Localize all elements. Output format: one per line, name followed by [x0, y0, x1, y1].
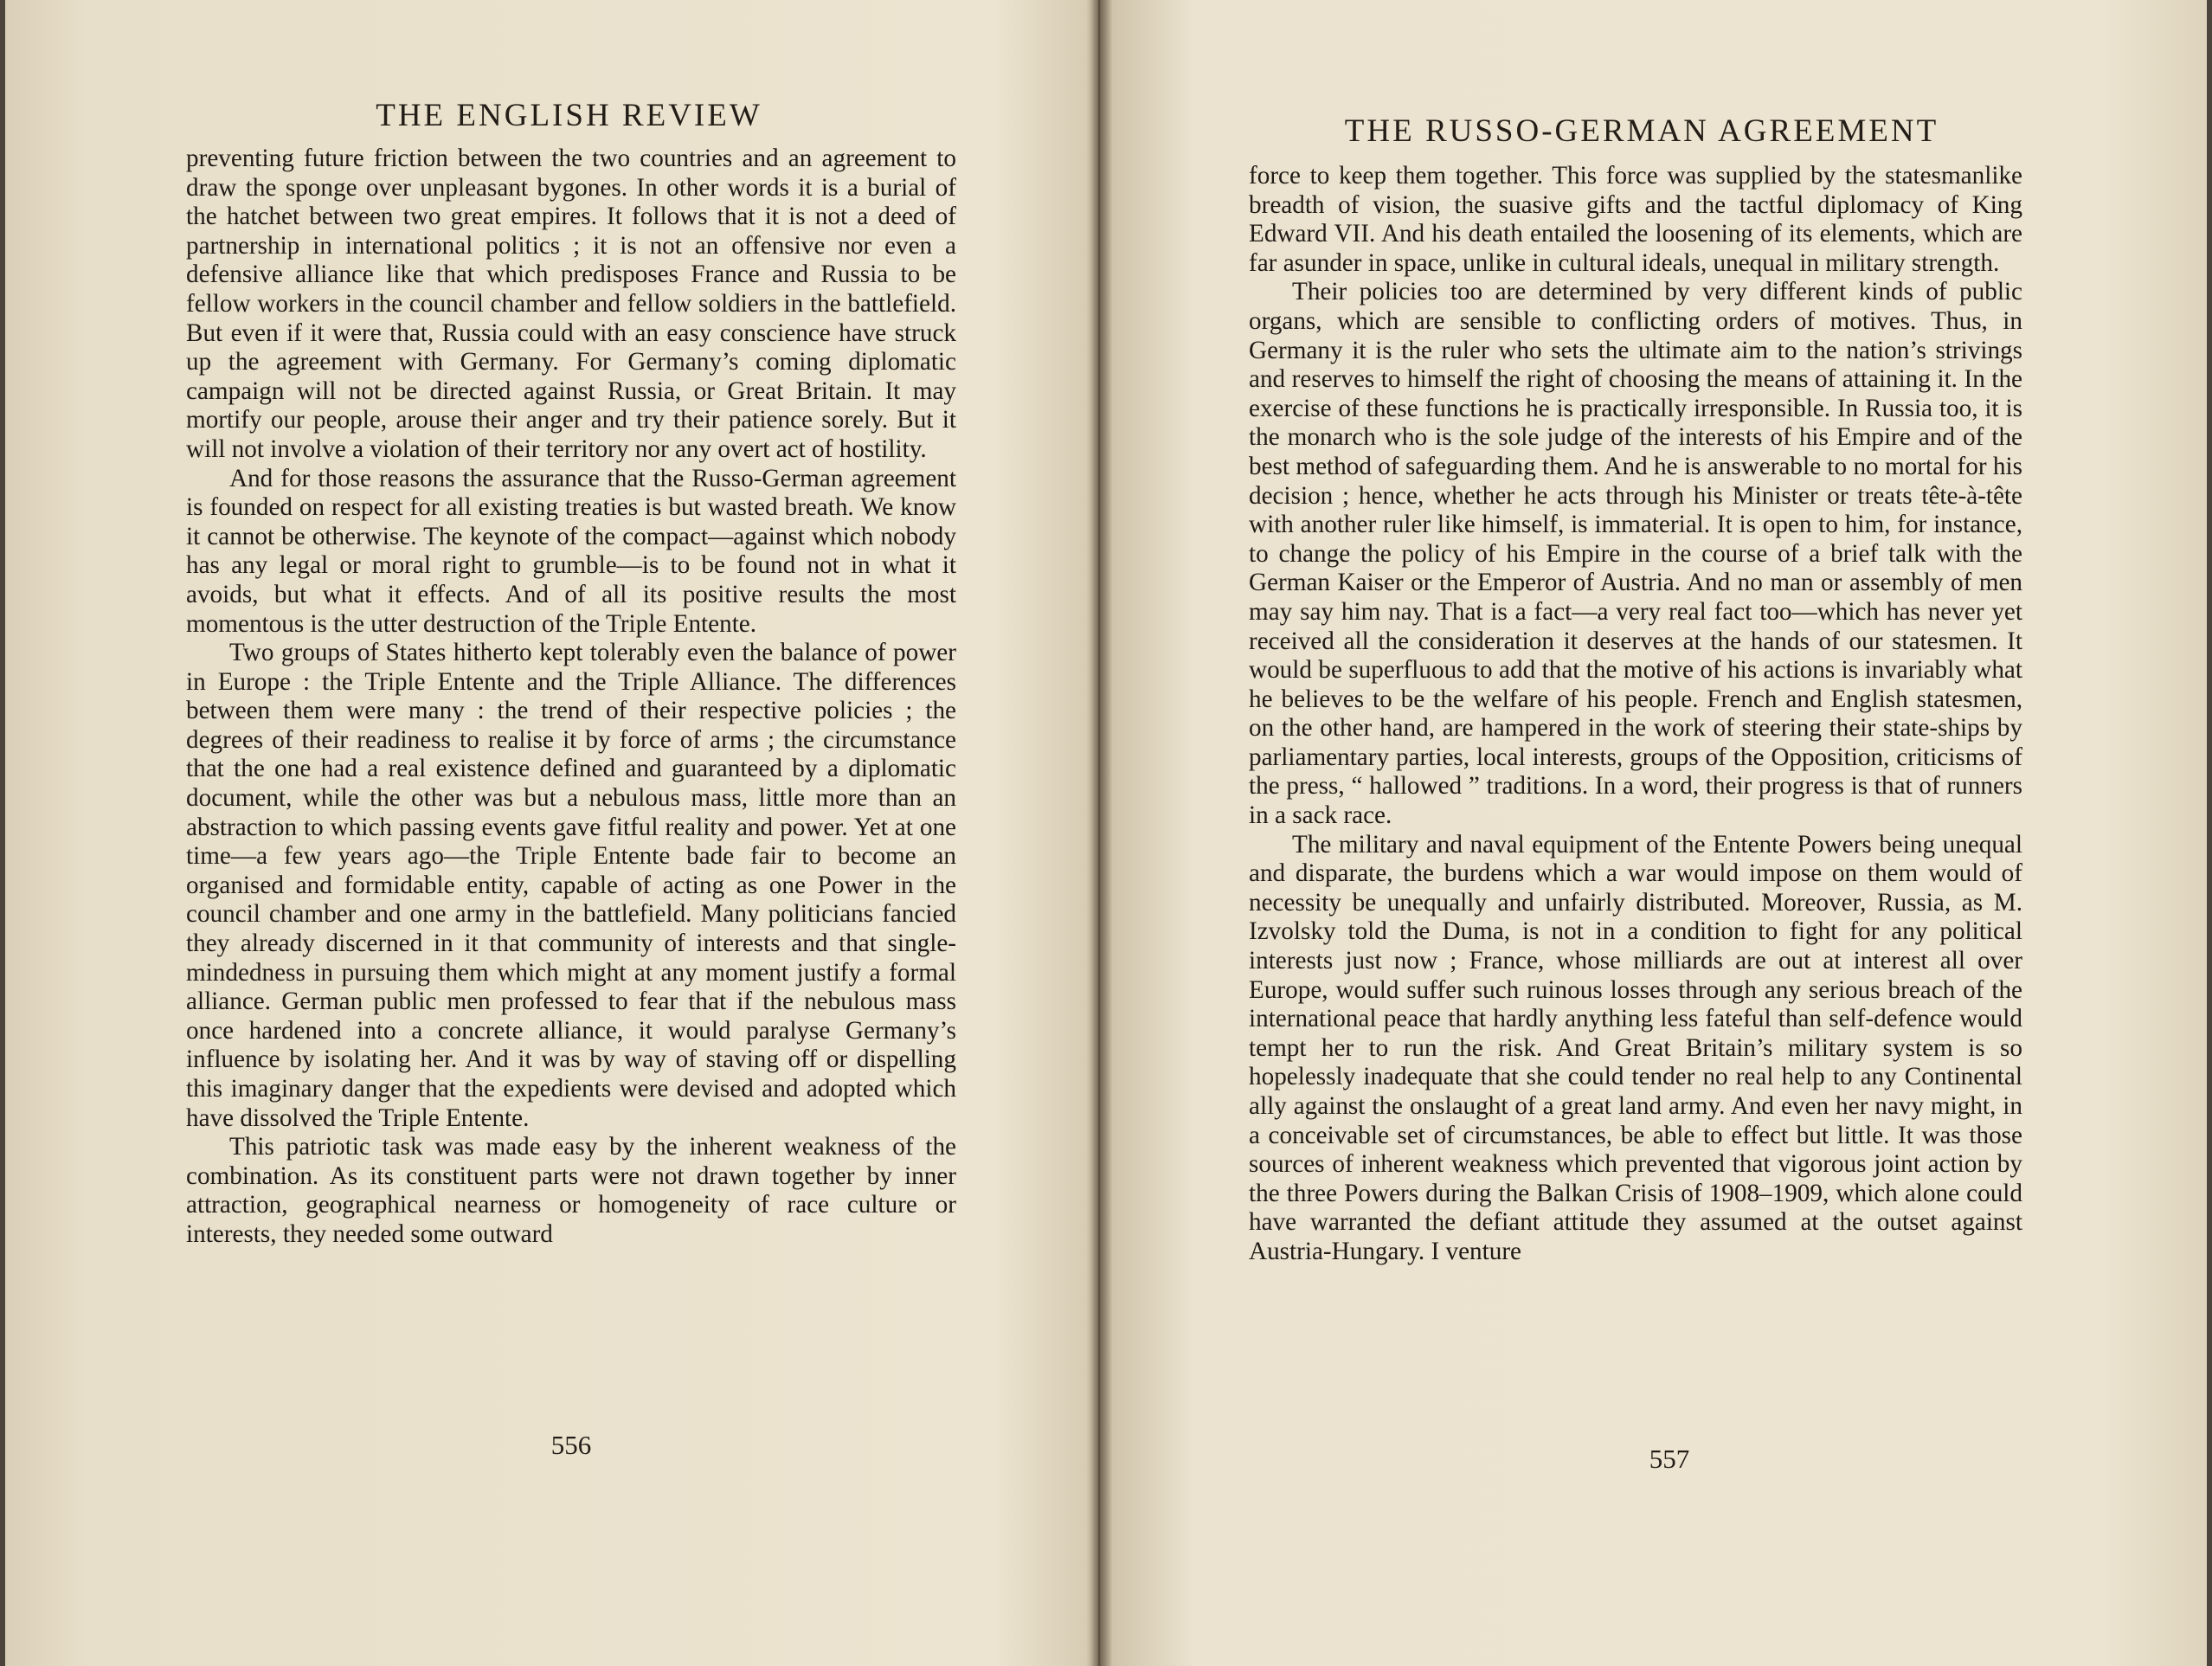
paragraph: The military and naval equipment of the Entente Powers being unequal and disparate, the burdens which a war would impose on them would of necessity be unequally and unfairly distributed. Moreover, Russia, as M. Izvolsky told the Duma, is not in a condition to fight for any political interests just now ; France, whose milliards are out at interest all over Europe, would suffer such ruinous losses through any serious breach of the international peace that hardly anything less fateful than self-defence would tempt her to run the risk. And Great Britain’s military system is so hopelessly inadequate that she could tender no real help to any Continental ally against the onslaught of a great land army. And even her navy might, in a conceivable set of circumstances, be able to effect but little. It was those sources of inherent weakness which prevented that vigorous joint action by the three Powers during the Balkan Crisis of 1908–1909, which alone could have warranted the defiant attitude they assumed at the outset against Austria-Hungary. I venture: [1249, 830, 2022, 1265]
left-page: [0, 0, 1097, 1666]
paragraph: And for those reasons the assurance that the Russo-German agreement is founded on respect for all existing treaties is but wasted breath. We know it cannot be otherwise. The keynote of the compact—against which nobody has any legal or moral right to grumble—is to be found not in what it avoids, but what it effects. And of all its positive results the most momentous is the utter destruction of the Triple Entente.: [186, 464, 956, 638]
running-head: THE RUSSO-GERMAN AGREEMENT: [1344, 113, 1939, 149]
paragraph: This patriotic task was made easy by the inherent weakness of the combination. As its constituent parts were not drawn together by inner attraction, geographical nearness or homogeneity of race culture or interests, they needed some outward: [186, 1133, 956, 1248]
page-body: [186, 145, 956, 1250]
paragraph: Two groups of States hitherto kept tolerably even the balance of power in Europe : the Triple Entente and the Triple Alliance. The differences between them were many : the trend of their respective policies ; the degrees of their readiness to realise it by force of arms ; the circumstance that the one had a real existence defined and guaranteed by a diplomatic document, while the other was but a nebulous mass, little more than an abstraction to which passing events gave fitful reality and power. Yet at one time—a few years ago—the Triple Entente bade fair to become an organised and formidable entity, capable of acting as one Power in the council chamber and one army in the battlefield. Many politicians fancied they already discerned in it that community of interests and that single-mindedness in pursuing them which might at any moment justify a formal alliance. German public men professed to fear that if the nebulous mass once hardened into a concrete alliance, it would paralyse Germany’s influence by isolating her. And it was by way of staving off or dispelling this imaginary danger that the expedients were devised and adopted which have dissolved the Triple Entente.: [186, 639, 956, 1132]
paragraph: force to keep them together. This force was supplied by the statesmanlike breadth of vision, the suasive gifts and the tactful diplomacy of King Edward VII. And his death entailed the loosening of its elements, which are far asunder in space, unlike in cultural ideals, unequal in military strength.: [1249, 162, 2022, 277]
page-number: 556: [550, 1430, 592, 1460]
running-head: THE ENGLISH REVIEW: [376, 98, 762, 133]
paragraph: preventing future friction between the two countries and an agreement to draw the sponge over unpleasant bygones. In other words it is a burial of the hatchet between two great empires. It follows that it is not a deed of partnership in international politics ; it is not an offensive nor even a defensive alliance like that which predisposes France and Russia to be fellow workers in the council chamber and fellow soldiers in the battlefield. But even if it were that, Russia could with an easy conscience have struck up the agreement with Germany. For Germany’s coming diplomatic campaign will not be directed against Russia, or Great Britain. It may mortify our people, arouse their anger and try their patience sorely. But it will not involve a violation of their territory nor any overt act of hostility.: [186, 145, 956, 463]
right-page: [1101, 0, 2212, 1666]
page-body: [1249, 162, 2022, 1267]
paragraph: Their policies too are determined by very different kinds of public organs, which are sensible to conflicting orders of motives. Thus, in Germany it is the ruler who sets the ultimate aim to the nation’s strivings and reserves to himself the right of choosing the means of attaining it. In the exercise of these functions he is practically irresponsible. In Russia too, it is the monarch who is the sole judge of the interests of his Empire and of the best method of safeguarding them. And he is answerable to no mortal for his decision ; hence, whether he acts through his Minister or treats tête-à-tête with another ruler like himself, is immaterial. It is open to him, for instance, to change the policy of his Empire in the course of a brief talk with the German Kaiser or the Emperor of Austria. And no man or assembly of men may say him nay. That is a fact—a very real fact too—which has never yet received all the consideration it deserves at the hands of our statesmen. It would be superfluous to add that the motive of his actions is invariably what he believes to be the welfare of his people. French and English statesmen, on the other hand, are hampered in the work of steering their state-ships by parliamentary parties, local interests, groups of the Opposition, criticisms of the press, “ hallowed ” traditions. In a word, their progress is that of runners in a sack race.: [1249, 278, 2022, 830]
page-number: 557: [1649, 1444, 1690, 1474]
